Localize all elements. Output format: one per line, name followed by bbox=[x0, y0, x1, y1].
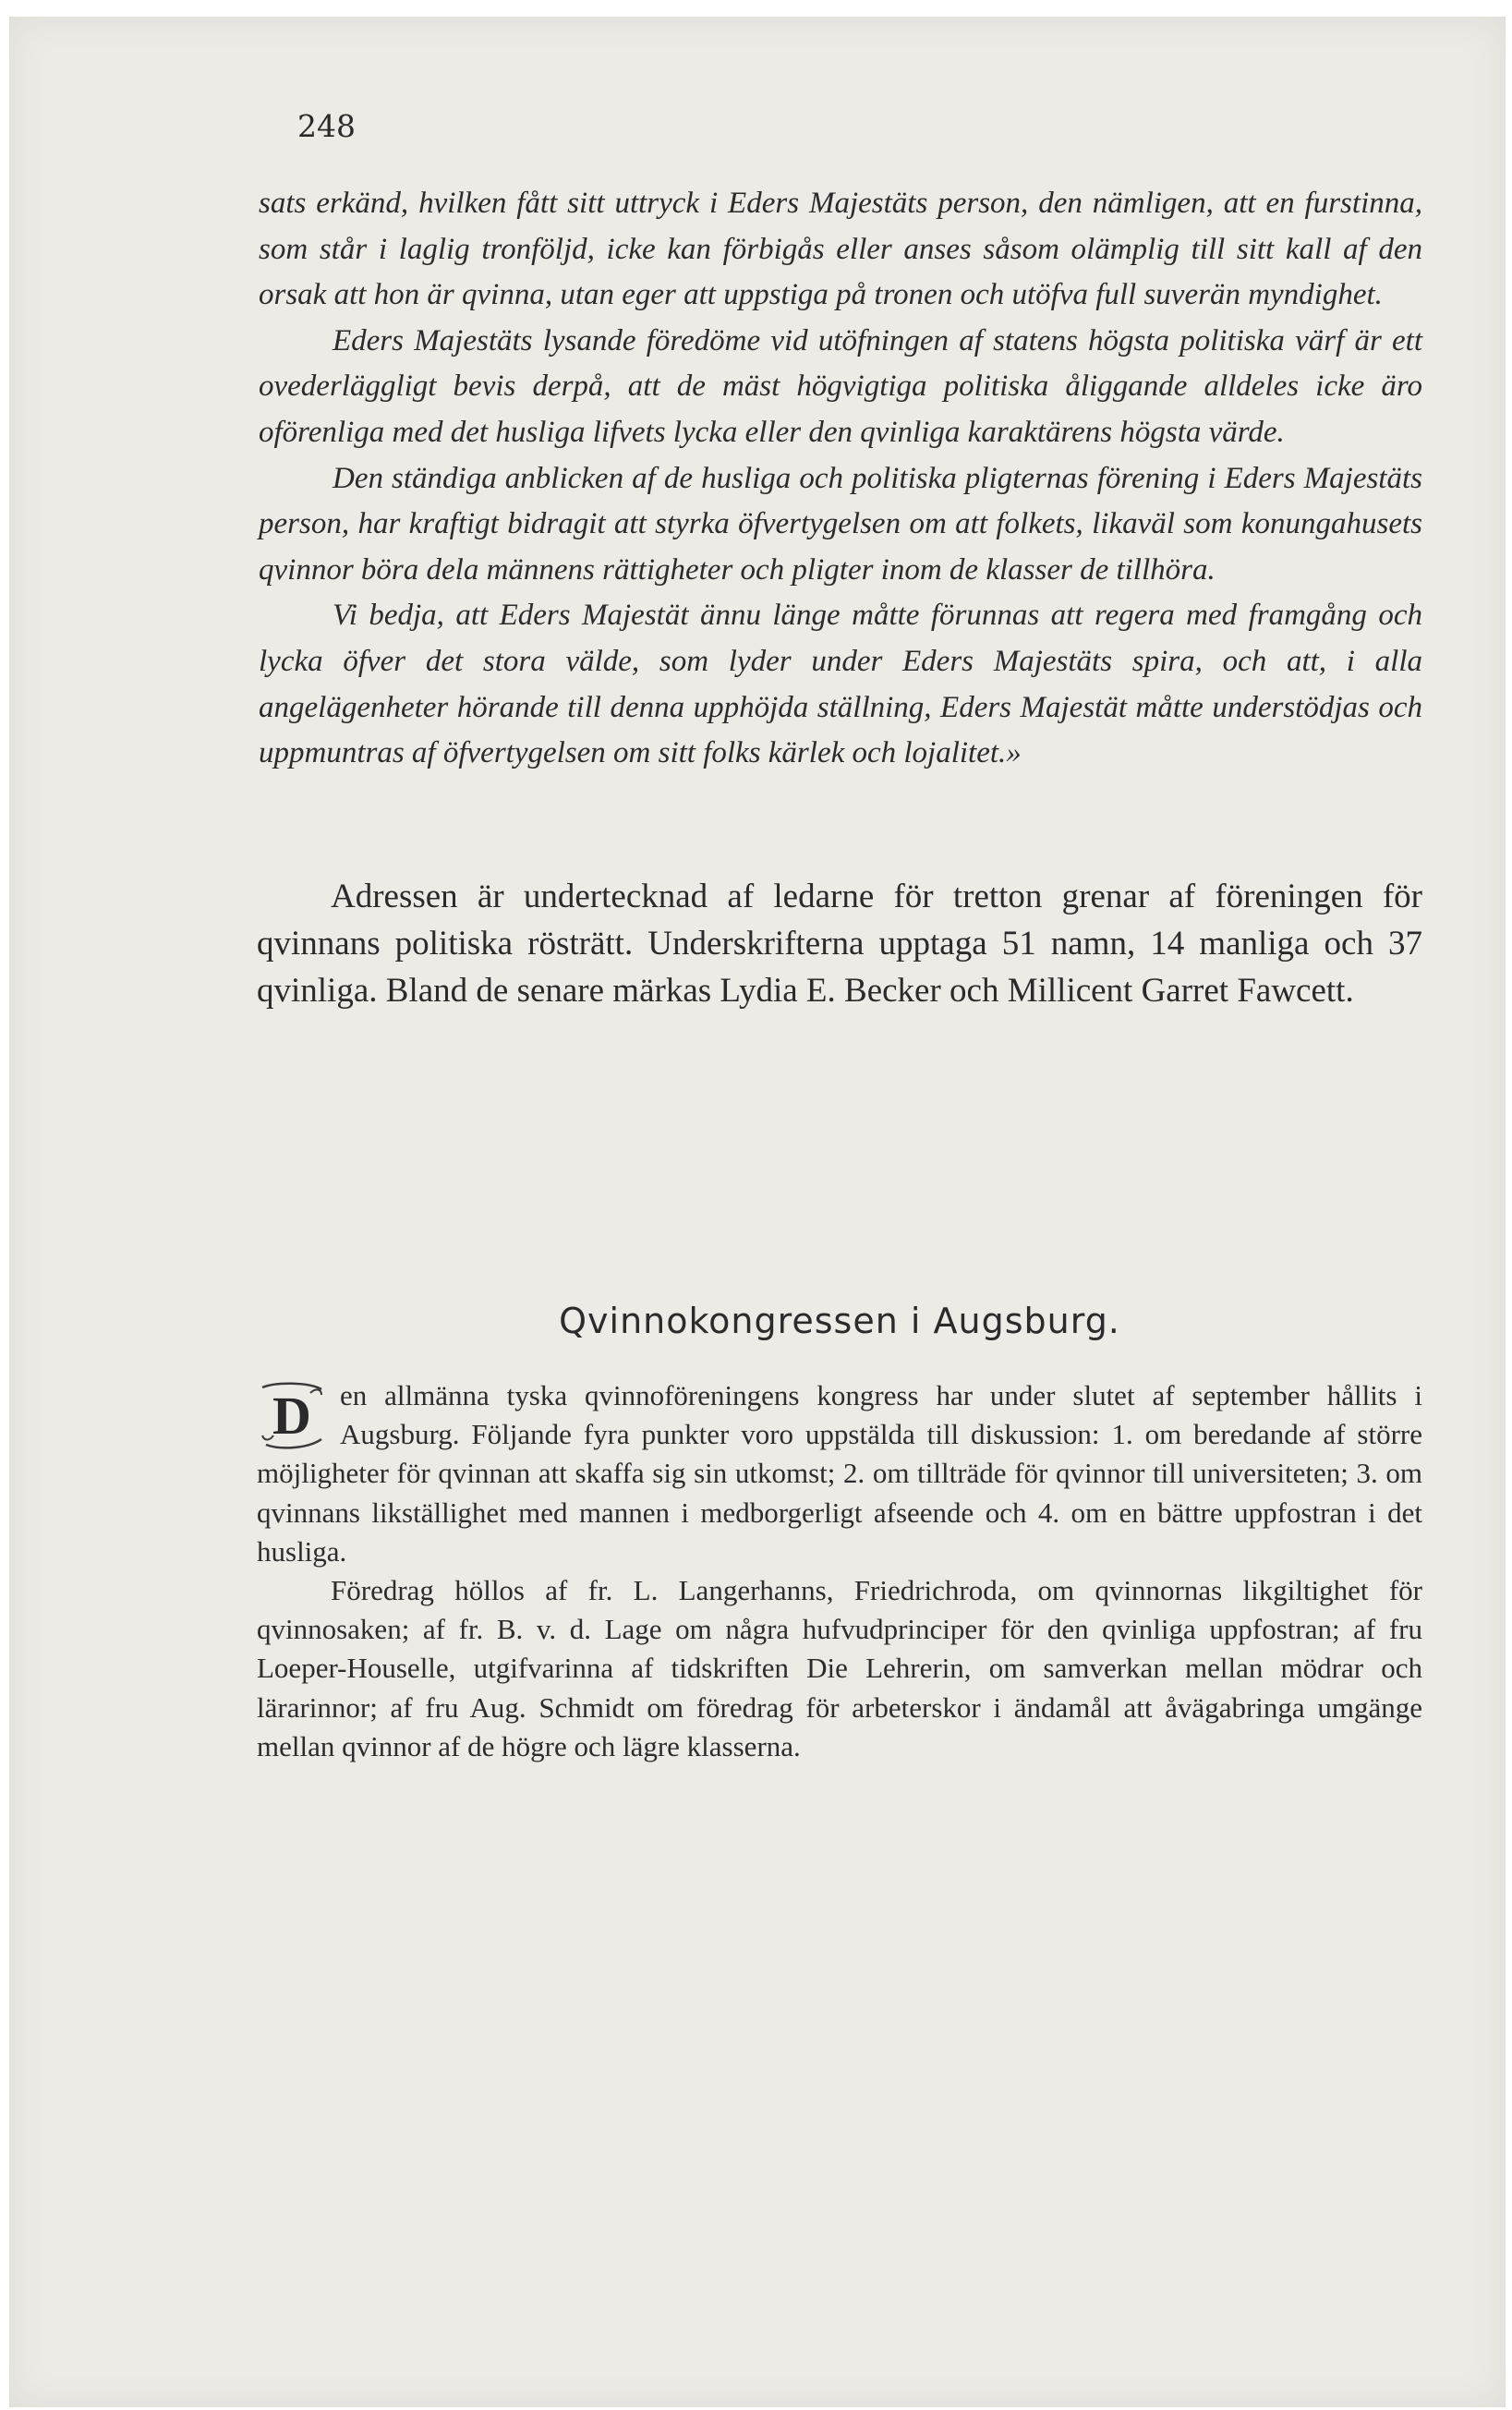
drop-cap-letter: D bbox=[272, 1386, 311, 1446]
quote-paragraph-4: Vi bedja, att Eders Majestät ännu länge måtte förunnas att regera med framgång och lycka öfver det stora välde, som lyder under Eders Majestäts spira, och att, i alla angelägenheter hörande till denna upphöjda ställning, Eders Majestät måtte understödjas och uppmuntras af öfvertygelsen om sitt folks kärlek och lojalitet.» bbox=[259, 599, 1422, 770]
body-paragraph: Adressen är undertecknad af ledarne för tretton grenar af föreningen för qvinnans politiska rösträtt. Underskrifterna upptaga 51 namn, 14 manliga och 37 qvinliga. Bland de senare märkas Lydia E. Becker och Millicent Garret Fawcett. bbox=[257, 878, 1422, 1010]
article-body bbox=[257, 1376, 1422, 1766]
page-number: 248 bbox=[297, 108, 356, 144]
quote-paragraph-3: Den ständiga anblicken af de husliga och politiska pligternas förening i Eders Majestäts person, har kraftigt bidragit att styrka öfvertygelsen om att folkets, likaväl som konungahusets qvinnor böra dela männens rättigheter och pligter inom de klasser de tillhöra. bbox=[259, 461, 1422, 587]
quoted-address bbox=[259, 181, 1422, 777]
drop-cap bbox=[257, 1380, 327, 1450]
drop-cap-ornament bbox=[257, 1380, 327, 1450]
quote-paragraph-1: sats erkänd, hvilken fått sitt uttryck i Eders Majestäts person, den nämligen, att en furstinna, som står i laglig tronföljd, icke kan förbigås eller anses såsom olämplig till sitt kall af den orsak att hon är qvinna, utan eger att uppstiga på tronen och utöfva full suverän myndighet. bbox=[259, 187, 1422, 312]
article-heading: Qvinnokongressen i Augsburg. bbox=[559, 1301, 1120, 1341]
article-paragraph-1-text: en allmänna tyska qvinnoföreningens kongress har under slutet af september hållits i Augsburg. Följande fyra punkter voro uppstälda till diskussion: 1. om beredande af större möjligheter för qvinnan att skaffa sig sin utkomst; 2. om tillträde för qvinnor till universiteten; 3. om qvinnans likställighet med mannen i medborgerligt afseende och 4. om en bättre uppfostran i det husliga. bbox=[257, 1379, 1422, 1568]
address-note bbox=[257, 873, 1422, 1014]
article-paragraph-2: Föredrag höllos af fr. L. Langerhanns, Friedrichroda, om qvinnornas likgiltighet för qvinnosaken; af fr. B. v. d. Lage om några hufvudprinciper för den qvinliga uppfostran; af fru Loeper-Houselle, utgifvarinna af tidskriften Die Lehrerin, om samverkan mellan mödrar och lärarinnor; af fru Aug. Schmidt om föredrag för arbeterskor i ändamål att åvägabringa umgänge mellan qvinnor af de högre och lägre klasserna. bbox=[257, 1574, 1422, 1762]
article-paragraph-1 bbox=[257, 1376, 1422, 1571]
quote-paragraph-2: Eders Majestäts lysande föredöme vid utöfningen af statens högsta politiska värf är ett ovederläggligt bevis derpå, att de mäst högvigtiga politiska åliggande alldeles icke äro oförenliga med det husliga lifvets lycka eller den qvinliga karaktärens högsta värde. bbox=[259, 323, 1422, 449]
